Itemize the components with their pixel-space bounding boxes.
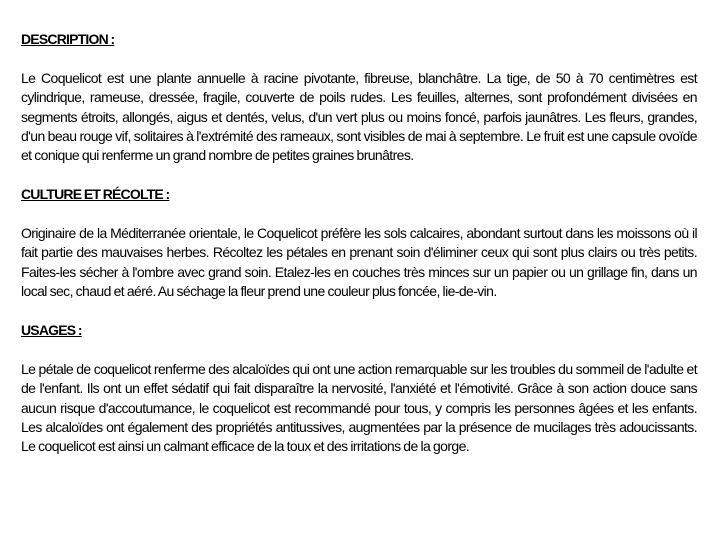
section-title-description: DESCRIPTION : xyxy=(21,31,115,47)
spacer xyxy=(21,340,697,359)
spacer xyxy=(21,166,697,185)
document-page xyxy=(21,30,697,457)
section-usages xyxy=(21,321,697,457)
spacer xyxy=(21,302,697,321)
spacer xyxy=(21,49,697,68)
section-body-culture-recolte: Originaire de la Méditerranée orientale, le Coquelicot préfère les sols calcaires, abondant surtout dans les moissons où il fait partie des mauvaises herbes. Récoltez les pétales en prenant soin d'éliminer ceux qui sont plus clairs ou très petits. Faites-les sécher à l'ombre avec grand soin. Etalez-les en couches très minces sur un papier ou un grillage fin, dans un local sec, chaud et aéré. Au séchage la fleur prend une couleur plus foncée, lie-de-vin. xyxy=(21,224,697,300)
section-title-usages: USAGES : xyxy=(21,322,82,338)
section-title-culture-recolte: CULTURE ET RÉCOLTE : xyxy=(21,186,170,203)
section-body-description: Le Coquelicot est une plante annuelle à racine pivotante, fibreuse, blanchâtre. La tige, de 50 à 70 centimètres est cylindrique, rameuse, dressée, fragile, couverte de poils rudes. Les feuilles, alternes, sont profondément divisées en segments étroits, allongés, aigus et dentés, velus, d'un vert plus ou moins foncé, parfois jaunâtres. Les fleurs, grandes, d'un beau rouge vif, solitaires à l'extrémité des rameaux, sont visibles de mai à septembre. Le fruit est une capsule ovoïde et conique qui renferme un grand nombre de petites graines brunâtres. xyxy=(21,69,697,164)
section-description xyxy=(21,30,697,185)
spacer xyxy=(21,205,697,224)
section-body-usages: Le pétale de coquelicot renferme des alcaloïdes qui ont une action remarquable sur les troubles du sommeil de l'adulte et de l'enfant. Ils ont un effet sédatif qui fait disparaître la nervosité, l'anxiété et l'émotivité. Grâce à son action douce sans aucun risque d'accoutumance, le coquelicot est recommandé pour tous, y compris les personnes âgées et les enfants. Les alcaloïdes ont également des propriétés antitussives, augmentées par la présence de mucilages très adoucissants. Le coquelicot est ainsi un calmant efficace de la toux et des irritations de la gorge. xyxy=(21,360,697,455)
section-culture-recolte xyxy=(21,185,697,321)
